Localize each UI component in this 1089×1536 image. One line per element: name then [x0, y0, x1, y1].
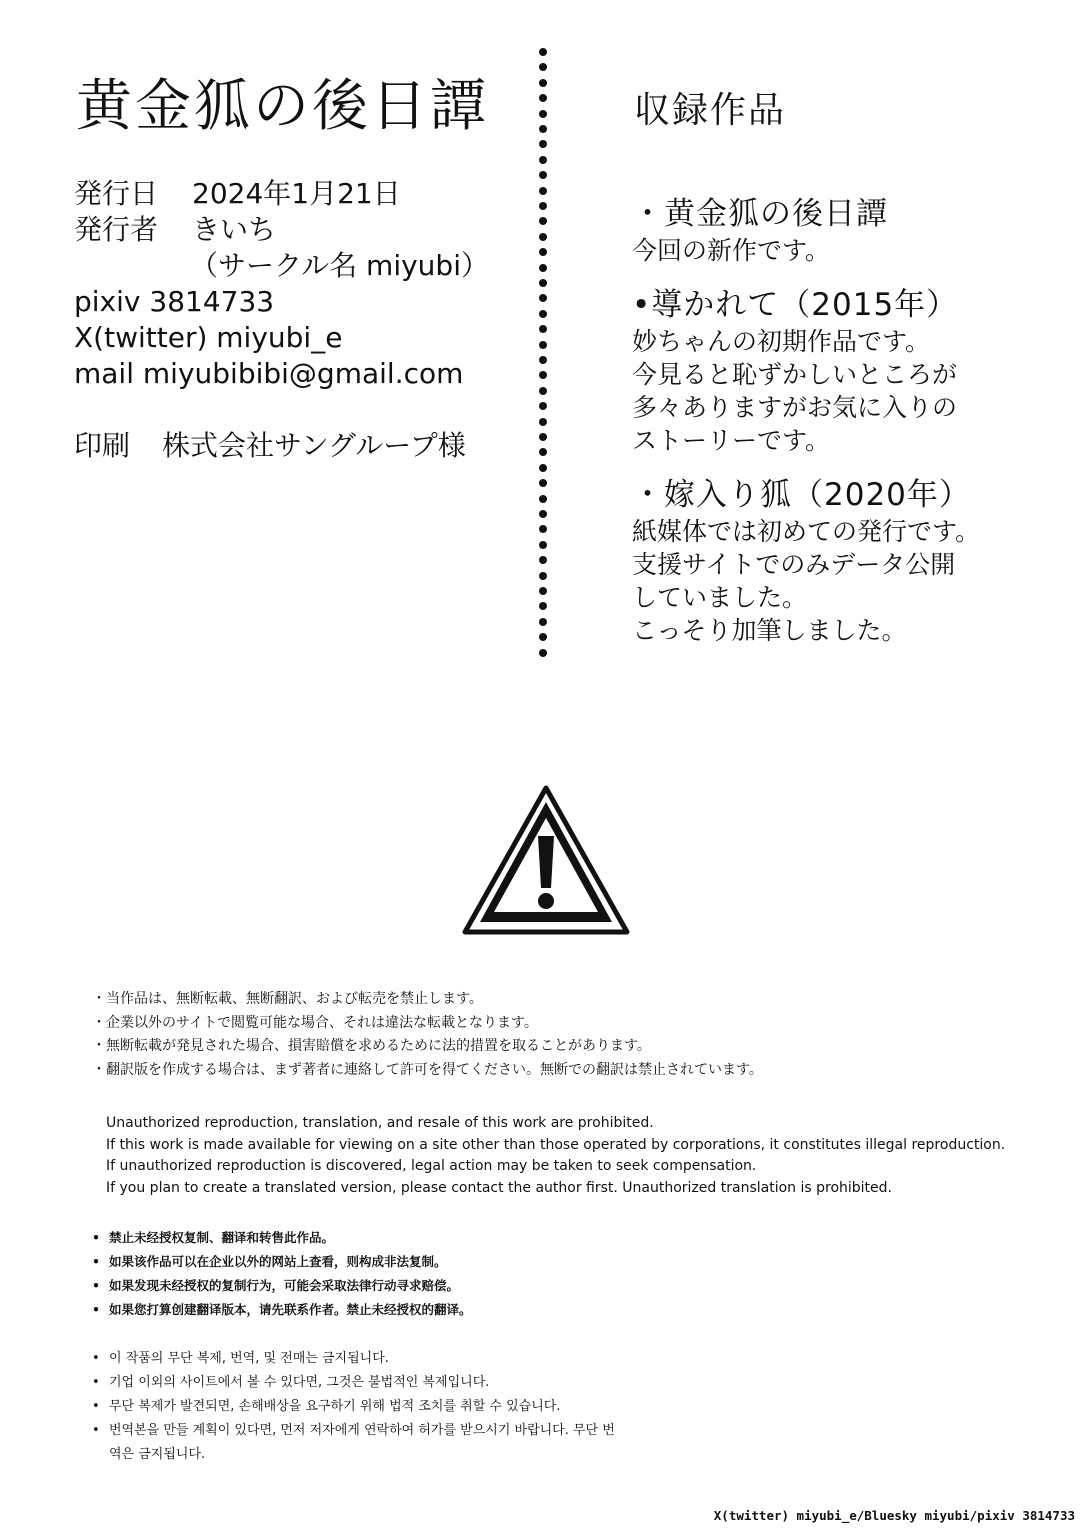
- divider-dot: [539, 525, 547, 533]
- divider-dot: [539, 48, 547, 56]
- divider-dot: [539, 479, 547, 487]
- notice-item: [92, 1395, 615, 1419]
- pixiv-id: pixiv 3814733: [74, 285, 275, 318]
- divider-dot: [539, 556, 547, 564]
- work-item: [632, 285, 980, 457]
- circle-name: （サークル名 miyubi）: [190, 249, 489, 282]
- notice-japanese: [92, 988, 763, 1082]
- divider-dot: [539, 125, 547, 133]
- work-title: ・嫁入り狐（2020年）: [632, 477, 971, 513]
- notice-item: [92, 1371, 615, 1395]
- divider-dot: [539, 618, 547, 626]
- divider-dot: [539, 202, 547, 210]
- work-description-line: していました。: [632, 583, 808, 612]
- divider-dot: [539, 572, 547, 580]
- notice-item: [92, 1347, 615, 1371]
- notice-line: ・翻訳版を作成する場合は、まず著者に連絡して許可を得てください。無断での翻訳は禁止されています。: [92, 1061, 763, 1078]
- bullet: •: [92, 1351, 100, 1366]
- divider-dot: [539, 587, 547, 595]
- printer-value: 株式会社サングループ様: [162, 429, 466, 462]
- divider-dot: [539, 464, 547, 472]
- divider-dot: [539, 279, 547, 287]
- work-description-line: 紙媒体では初めての発行です。: [632, 517, 981, 546]
- dotted-divider: [536, 48, 550, 660]
- bullet: •: [92, 1278, 100, 1293]
- footer-credits: X(twitter) miyubi_e/Bluesky miyubi/pixiv 3814733: [713, 1508, 1075, 1523]
- divider-dot: [539, 510, 547, 518]
- notice-item: [92, 1419, 615, 1443]
- mail-address: mail miyubibibi@gmail.com: [74, 357, 464, 390]
- work-title: •導かれて（2015年）: [632, 287, 959, 323]
- work-description-line: 今回の新作です。: [632, 236, 831, 265]
- work-description-line: 支援サイトでのみデータ公開: [632, 550, 956, 579]
- work-item: [632, 475, 980, 647]
- divider-dot: [539, 264, 547, 272]
- notice-korean: [92, 1347, 615, 1467]
- divider-dot: [539, 63, 547, 71]
- contents-heading: 収録作品: [634, 90, 787, 131]
- divider-dot: [539, 156, 547, 164]
- printer-row: [74, 424, 466, 464]
- notice-line: ・企業以外のサイトで閲覧可能な場合、それは違法な転載となります。: [92, 1014, 538, 1031]
- divider-dot: [539, 387, 547, 395]
- divider-dot: [539, 633, 547, 641]
- works-list: [632, 194, 980, 665]
- work-description-line: ストーリーです。: [632, 426, 831, 455]
- bullet: •: [92, 1302, 100, 1317]
- printer-label: 印刷: [74, 429, 131, 462]
- work-title: ・黄金狐の後日譚: [632, 196, 888, 232]
- divider-dot: [539, 325, 547, 333]
- divider-dot: [539, 433, 547, 441]
- notice-english: [106, 1113, 1005, 1199]
- bullet: •: [92, 1254, 100, 1269]
- work-description-line: 多々ありますがお気に入りの: [632, 393, 958, 422]
- divider-dot: [539, 294, 547, 302]
- book-title: 黄金狐の後日譚: [76, 74, 489, 139]
- divider-dot: [539, 402, 547, 410]
- work-description-line: 妙ちゃんの初期作品です。: [632, 327, 931, 356]
- divider-dot: [539, 233, 547, 241]
- bullet: •: [92, 1230, 100, 1245]
- notice-line: If unauthorized reproduction is discovered, legal action may be taken to seek compensation.: [106, 1158, 757, 1174]
- divider-dot: [539, 495, 547, 503]
- notice-item: [92, 1274, 472, 1298]
- divider-dot: [539, 79, 547, 87]
- bullet: •: [92, 1399, 100, 1414]
- publish-date-value: 2024年1月21日: [192, 177, 401, 210]
- divider-dot: [539, 356, 547, 364]
- divider-dot: [539, 187, 547, 195]
- notice-line: If this work is made available for viewing on a site other than those operated by corporations, it constitutes illegal reproduction.: [106, 1136, 1006, 1153]
- divider-dot: [539, 341, 547, 349]
- divider-dot: [539, 602, 547, 610]
- divider-dot: [539, 448, 547, 456]
- notice-line: 번역본을 만들 계획이 있다면, 먼저 저자에게 연락하여 허가를 받으시기 바랍니다. 무단 번: [109, 1423, 615, 1438]
- twitter-handle: X(twitter) miyubi_e: [74, 321, 343, 354]
- notice-line: 如果您打算创建翻译版本，请先联系作者。禁止未经授权的翻译。: [109, 1302, 472, 1317]
- work-description-line: 今見ると恥ずかしいところが: [632, 360, 958, 389]
- notice-line: 如果发现未经授权的复制行为，可能会采取法律行动寻求赔偿。: [109, 1278, 460, 1293]
- notice-line: 禁止未经授权复制、翻译和转售此作品。: [109, 1230, 335, 1245]
- notice-line: 如果该作品可以在企业以外的网站上查看，则构成非法复制。: [109, 1254, 447, 1269]
- divider-dot: [539, 248, 547, 256]
- notice-line: ・無断転載が発見された場合、損害賠償を求めるために法的措置を取ることがあります。: [92, 1038, 651, 1054]
- divider-dot: [539, 541, 547, 549]
- divider-dot: [539, 94, 547, 102]
- notice-line: Unauthorized reproduction, translation, and resale of this work are prohibited.: [106, 1115, 654, 1131]
- work-item: [632, 194, 980, 267]
- notice-line: 이 작품의 무단 복제, 번역, 및 전매는 금지됩니다.: [109, 1351, 389, 1366]
- notice-line: 무단 복제가 발견되면, 손해배상을 요구하기 위해 법적 조치를 취할 수 있습니다.: [109, 1399, 561, 1414]
- publisher-row: [74, 212, 489, 248]
- publish-date-row: [74, 176, 489, 212]
- warning-triangle-icon: [462, 784, 630, 936]
- work-description-line: こっそり加筆しました。: [632, 616, 907, 645]
- divider-dot: [539, 418, 547, 426]
- divider-dot: [539, 649, 547, 657]
- notice-line: ・当作品は、無断転載、無断翻訳、および転売を禁止します。: [92, 991, 483, 1007]
- notice-line: 기업 이외의 사이트에서 볼 수 있다면, 그것은 불법적인 복제입니다.: [109, 1375, 490, 1390]
- notice-item: [92, 1250, 472, 1274]
- divider-dot: [539, 217, 547, 225]
- notice-item: [92, 1226, 472, 1250]
- divider-dot: [539, 140, 547, 148]
- divider-dot: [539, 310, 547, 318]
- notice-line-continued: 역은 금지됩니다.: [109, 1447, 206, 1462]
- notice-line: If you plan to create a translated version, please contact the author first. Unauthorized translation is prohibited.: [106, 1179, 892, 1196]
- notice-chinese: [92, 1226, 472, 1322]
- bullet: •: [92, 1423, 100, 1438]
- colophon: [74, 176, 489, 392]
- publisher-label: 発行者: [74, 213, 159, 246]
- publish-date-label: 発行日: [74, 177, 159, 210]
- publisher-value: きいち: [192, 213, 277, 246]
- divider-dot: [539, 171, 547, 179]
- divider-dot: [539, 371, 547, 379]
- notice-item: [92, 1298, 472, 1322]
- bullet: •: [92, 1375, 100, 1390]
- divider-dot: [539, 110, 547, 118]
